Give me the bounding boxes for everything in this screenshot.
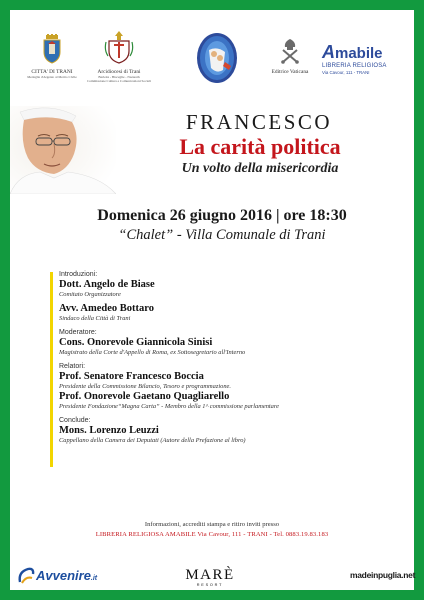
avvenire-name: Avvenire xyxy=(36,568,91,583)
amabile-logo xyxy=(322,44,410,76)
bookshop-contact: LIBRERIA RELIGIOSA AMABILE Via Cavour, 111 - TRANI - Tel. 0883.19.83.183 xyxy=(95,531,329,538)
trani-name: CITTA' DI TRANI xyxy=(31,69,73,75)
author-name: FRANCESCO xyxy=(185,110,333,134)
avvenire-logo xyxy=(14,565,102,587)
arcidiocesi-sub1: Barletta - Bisceglie - Nazareth xyxy=(98,75,140,79)
editrice-vaticana-logo xyxy=(262,38,318,75)
speaker-name: Prof. Senatore Francesco Boccia xyxy=(59,371,204,382)
speaker-name: Avv. Amedeo Bottaro xyxy=(59,303,154,314)
avvenire-suffix: .it xyxy=(90,575,98,582)
accent-bar xyxy=(50,272,53,467)
madeinpuglia-name: madeinpuglia.net xyxy=(350,570,416,580)
avvenire-swirl-icon xyxy=(16,566,36,586)
jubilee-mercy-emblem-icon xyxy=(195,32,239,84)
arcidiocesi-name: Arcidiocesi di Trani xyxy=(97,69,141,75)
intro-label: Introduzioni: xyxy=(59,271,98,278)
speaker-role: Magistrato della Corte d'Appello di Roma, ex Sottosegretario all'Interno xyxy=(59,349,246,356)
mare-name: MARÈ xyxy=(185,567,235,583)
speaker-role: Sindaco della Città di Trani xyxy=(59,315,131,322)
conclusion-label: Conclude: xyxy=(59,417,91,424)
arcidiocesi-logo xyxy=(86,30,152,83)
pope-francis-photo xyxy=(10,106,116,194)
speaker-name: Cons. Onorevole Giannicola Sinisi xyxy=(59,337,213,348)
amabile-wordmark: Amabile xyxy=(322,42,383,62)
trani-coat-of-arms-icon xyxy=(41,34,63,64)
speaker-name: Mons. Lorenzo Leuzzi xyxy=(59,425,159,436)
editrice-name: Editrice Vaticana xyxy=(271,69,309,75)
speaker-role: Comitato Organizzatore xyxy=(59,291,121,298)
mare-sub: RESORT xyxy=(196,583,224,587)
speaker-name: Dott. Angelo de Biase xyxy=(59,279,155,290)
speaker-name: Prof. Onorevole Gaetano Quagliarello xyxy=(59,391,230,402)
arcidiocesi-sub2: Commissione Cultura e Comunicazioni Sociali xyxy=(87,79,151,83)
papal-keys-icon xyxy=(279,38,301,64)
moderator-label: Moderatore: xyxy=(59,329,97,336)
trani-motto: Medaglia d'Argento al Merito Civile xyxy=(27,75,77,79)
program-list xyxy=(59,268,399,445)
book-subtitle: Un volto della misericordia xyxy=(181,161,339,176)
event-date: Domenica 26 giugno 2016 | ore 18:30 xyxy=(97,207,347,224)
amabile-address: Via Cavour, 111 - TRANI xyxy=(322,70,370,75)
speaker-role: Cappellano della Camera dei Deputati (Autore della Prefazione al libro) xyxy=(59,437,246,444)
citta-di-trani-logo xyxy=(24,34,80,79)
amabile-sub: LIBRERIA RELIGIOSA xyxy=(322,63,387,69)
arcidiocesi-crest-icon xyxy=(104,30,134,64)
speakers-label: Relatori: xyxy=(59,363,86,370)
speaker-role: Presidente della Commissione Bilancio, Tesoro e programmazione. xyxy=(59,383,231,390)
jubilee-of-mercy-logo xyxy=(194,32,240,89)
madeinpuglia-logo xyxy=(350,570,416,584)
event-venue: “Chalet” - Villa Comunale di Trani xyxy=(118,227,326,243)
speaker-role: Presidente Fondazione“Magna Carta” - Membro della 1^ commissione parlamentare xyxy=(59,403,279,410)
info-line: Informazioni, accrediti stampa e ritiro inviti presso xyxy=(144,521,280,528)
book-title: La carità politica xyxy=(179,134,341,159)
mare-resort-logo xyxy=(170,568,250,587)
